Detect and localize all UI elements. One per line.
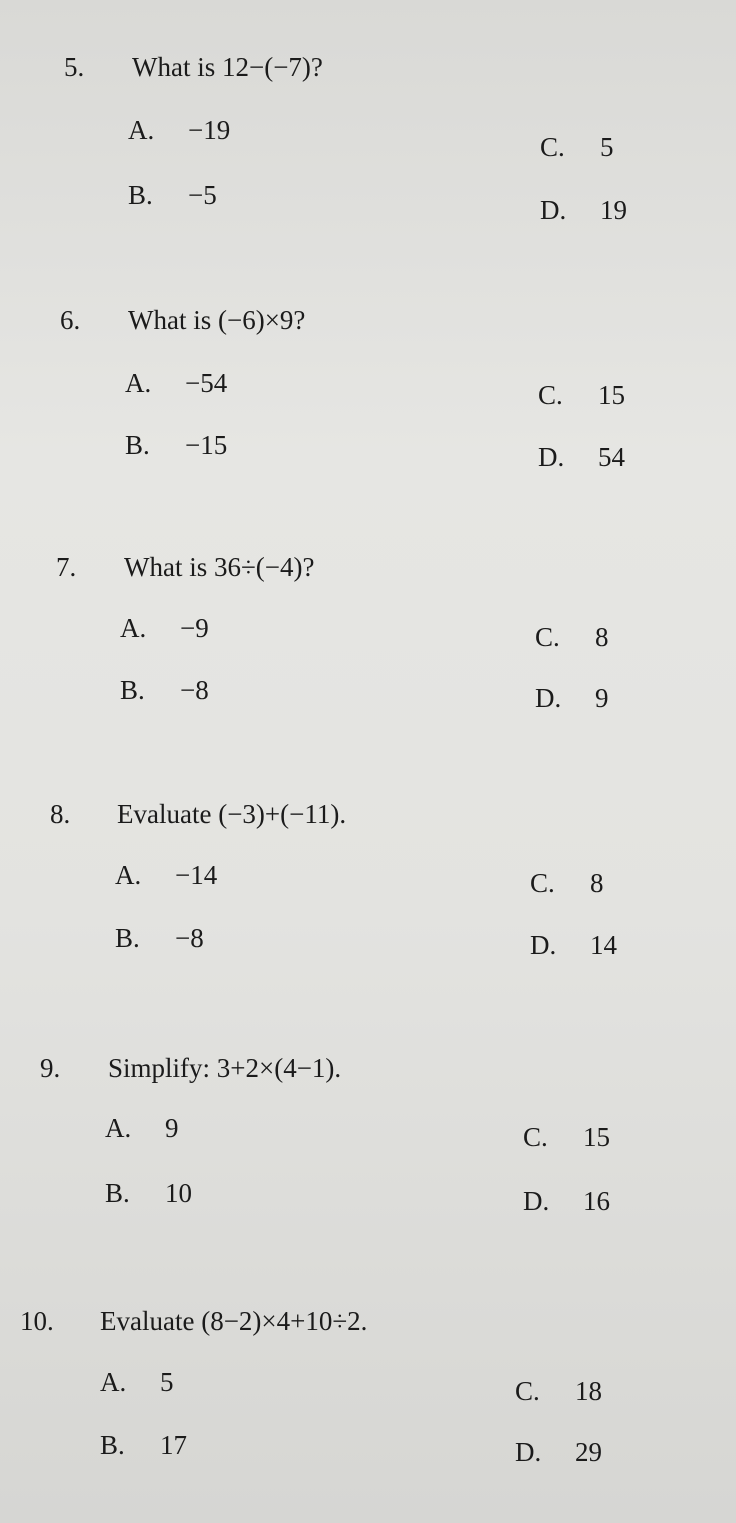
question-number: 9. (40, 1053, 61, 1083)
option-a: A. −14 (115, 860, 218, 890)
option-c: C. 5 (540, 132, 614, 162)
option-d: D. 16 (523, 1186, 610, 1216)
question-number: 5. (64, 52, 85, 82)
question-text: Evaluate (−3)+(−11). (117, 799, 347, 829)
option-b: B. −15 (125, 430, 228, 460)
question-text: What is 12−(−7)? (132, 52, 323, 82)
option-c: C. 8 (530, 868, 604, 898)
question-number: 8. (50, 799, 71, 829)
question-number: 6. (60, 305, 81, 335)
option-d: D. 9 (535, 683, 609, 713)
option-b: B. −8 (120, 675, 209, 705)
option-a: A. 5 (100, 1367, 174, 1397)
question-text: What is 36÷(−4)? (124, 552, 315, 582)
option-b: B. −5 (128, 180, 217, 210)
question-text: What is (−6)×9? (128, 305, 306, 335)
option-c: C. 15 (523, 1122, 610, 1152)
option-d: D. 29 (515, 1437, 602, 1467)
option-b: B. 10 (105, 1178, 192, 1208)
option-b: B. 17 (100, 1430, 187, 1460)
option-d: D. 14 (530, 930, 617, 960)
option-a: A. −19 (128, 115, 231, 145)
option-b: B. −8 (115, 923, 204, 953)
question-number: 7. (56, 552, 77, 582)
option-d: D. 19 (540, 195, 627, 225)
option-c: C. 8 (535, 622, 609, 652)
option-d: D. 54 (538, 442, 625, 472)
option-a: A. 9 (105, 1113, 179, 1143)
option-a: A. −54 (125, 368, 228, 398)
option-c: C. 18 (515, 1376, 602, 1406)
question-number: 10. (20, 1306, 54, 1336)
option-a: A. −9 (120, 613, 209, 643)
question-text: Evaluate (8−2)×4+10÷2. (100, 1306, 368, 1336)
question-text: Simplify: 3+2×(4−1). (108, 1053, 342, 1083)
option-c: C. 15 (538, 380, 625, 410)
